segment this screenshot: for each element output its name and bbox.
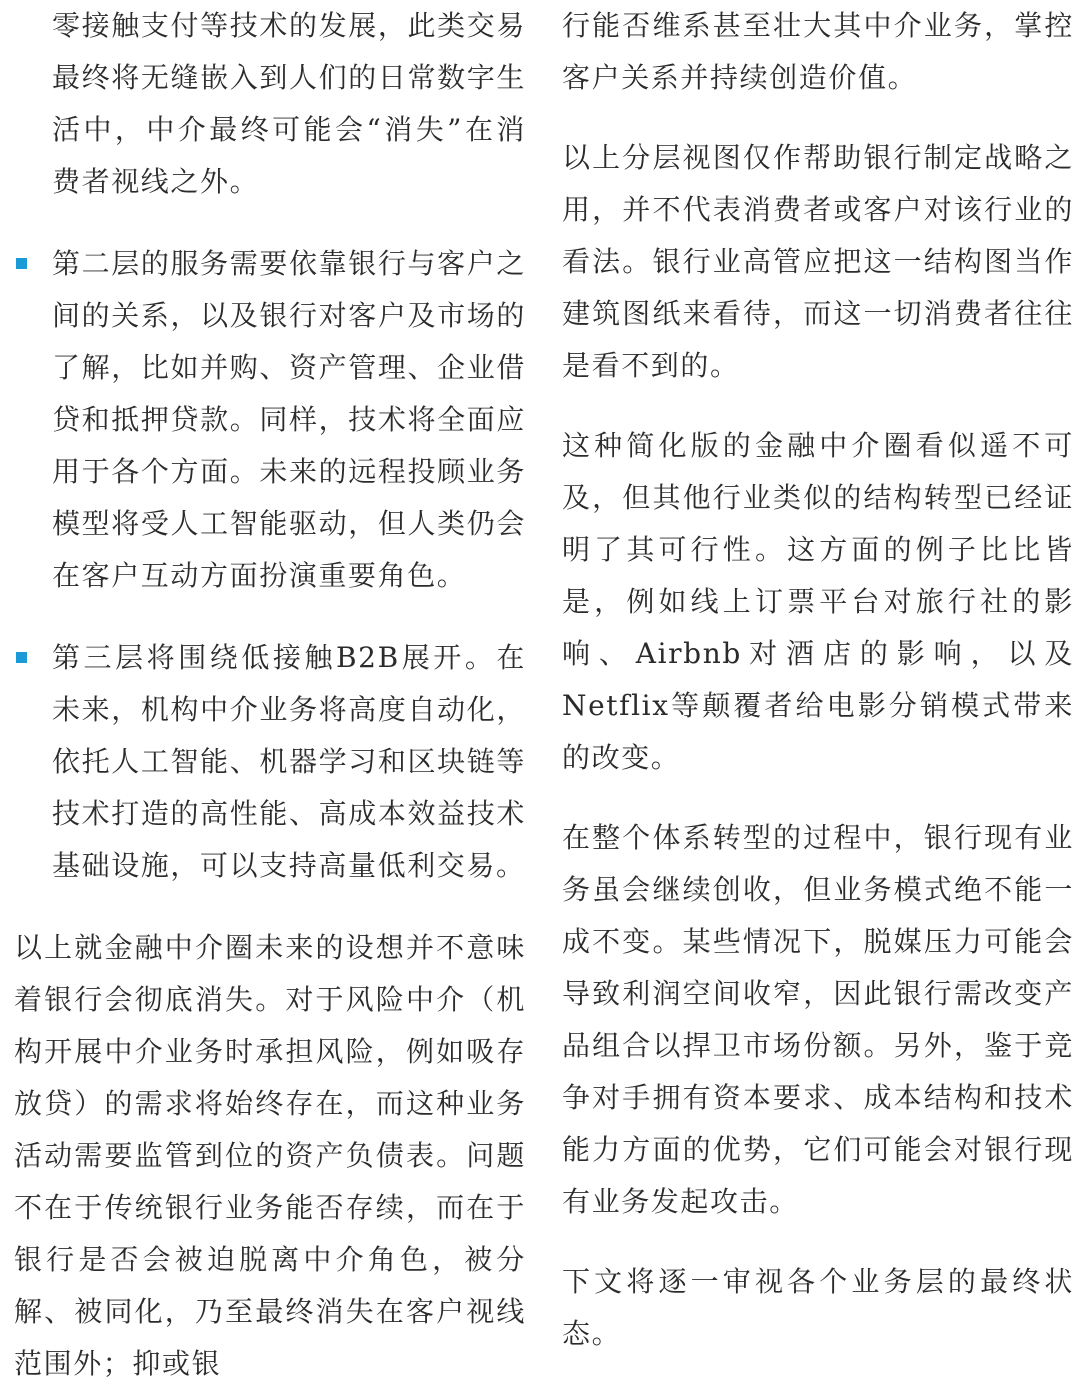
bullet-text: 第二层的服务需要依靠银行与客户之间的关系，以及银行对客户及市场的了解，比如并购、资产管理、企业借贷和抵押贷款。同样，技术将全面应用于各个方面。未来的远程投顾业务模型将受人工智能驱动，但人类仍会在客户互动方面扮演重要角色。 bbox=[52, 247, 526, 592]
square-bullet-icon bbox=[16, 652, 27, 663]
body-paragraph: 以上分层视图仅作帮助银行制定战略之用，并不代表消费者或客户对该行业的看法。银行业高管应把这一结构图当作建筑图纸来看待，而这一切消费者往往是看不到的。 bbox=[562, 141, 1074, 382]
body-paragraph: 下文将逐一审视各个业务层的最终状态。 bbox=[562, 1265, 1074, 1350]
body-paragraph: 这种简化版的金融中介圈看似遥不可及，但其他行业类似的结构转型已经证明了其可行性。这方面的例子比比皆是，例如线上订票平台对旅行社的影响、Airbnb对酒店的影响，以及Netflix等颠覆者给电影分销模式带来的改变。 bbox=[562, 429, 1074, 774]
bullet-item-layer-two bbox=[14, 238, 526, 602]
right-column bbox=[562, 0, 1074, 1360]
body-paragraph: 在整个体系转型的过程中，银行现有业务虽会继续创收，但业务模式绝不能一成不变。某些情况下，脱媒压力可能会导致利润空间收窄，因此银行需改变产品组合以捍卫市场份额。另外，鉴于竞争对手拥有资本要求、成本结构和技术能力方面的优势，它们可能会对银行现有业务发起攻击。 bbox=[562, 821, 1074, 1218]
body-paragraph: 行能否维系甚至壮大其中介业务，掌控客户关系并持续创造价值。 bbox=[562, 9, 1074, 94]
bullet-item-layer-three bbox=[14, 632, 526, 892]
bullet-text: 第三层将围绕低接触B2B展开。在未来，机构中介业务将高度自动化，依托人工智能、机器学习和区块链等技术打造的高性能、高成本效益技术基础设施，可以支持高量低利交易。 bbox=[52, 641, 526, 882]
continued-paragraph: 零接触支付等技术的发展，此类交易最终将无缝嵌入到人们的日常数字生活中，中介最终可能会“消失”在消费者视线之外。 bbox=[52, 9, 526, 198]
body-paragraph: 以上就金融中介圈未来的设想并不意味着银行会彻底消失。对于风险中介（机构开展中介业务时承担风险，例如吸存放贷）的需求将始终存在，而这种业务活动需要监管到位的资产负债表。问题不在于传统银行业务能否存续，而在于银行是否会被迫脱离中介角色，被分解、被同化，乃至最终消失在客户视线范围外；抑或银 bbox=[14, 931, 526, 1380]
square-bullet-icon bbox=[16, 258, 27, 269]
left-column bbox=[14, 0, 526, 1390]
